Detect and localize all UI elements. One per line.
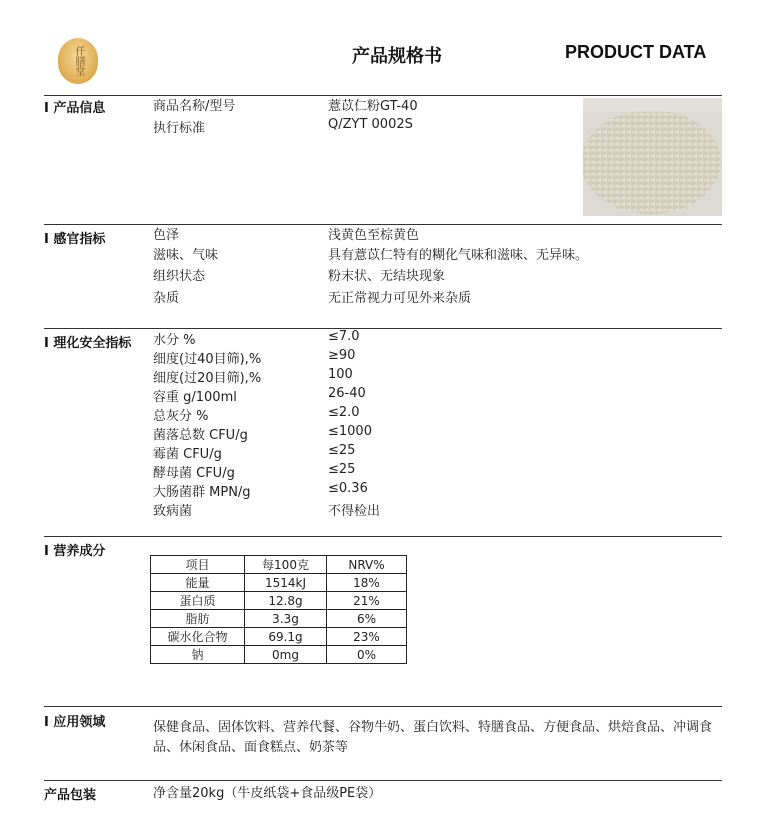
table-cell: 23%	[327, 628, 407, 646]
row-value: 具有薏苡仁特有的糊化气味和滋味、无异味。	[328, 248, 589, 263]
nutrition-table	[150, 555, 407, 664]
packaging-text: 净含量20kg（牛皮纸袋+食品级PE袋）	[153, 786, 382, 801]
row-label: 组织状态	[153, 269, 206, 284]
row-label: 霉菌 CFU/g	[153, 447, 222, 462]
table-row	[151, 646, 407, 664]
row-value: 26-40	[328, 386, 366, 401]
brand-logo	[58, 38, 98, 84]
section-label-product-info: I 产品信息	[44, 101, 106, 116]
table-row	[151, 628, 407, 646]
row-value: ≥90	[328, 348, 356, 363]
table-cell: 21%	[327, 592, 407, 610]
row-label: 水分 %	[153, 333, 196, 348]
row-label: 致病菌	[153, 504, 193, 519]
row-label: 细度(过20目筛),%	[153, 371, 262, 386]
table-cell: 钠	[151, 646, 245, 664]
table-header: 每100克	[245, 556, 327, 574]
row-label: 菌落总数 CFU/g	[153, 428, 248, 443]
logo-text: 仟膳堂	[73, 46, 84, 76]
table-cell: 0mg	[245, 646, 327, 664]
table-row	[151, 574, 407, 592]
row-value: ≤7.0	[328, 329, 360, 344]
row-value: 浅黄色至棕黄色	[328, 228, 420, 243]
row-value: ≤25	[328, 443, 356, 458]
table-cell: 0%	[327, 646, 407, 664]
table-cell: 69.1g	[245, 628, 327, 646]
section-label-application: I 应用领域	[44, 715, 106, 730]
section-label-physchem: I 理化安全指标	[44, 336, 132, 351]
table-row	[151, 610, 407, 628]
section-label-nutrition: I 营养成分	[44, 544, 106, 559]
table-header: 项目	[151, 556, 245, 574]
application-text: 保健食品、固体饮料、营养代餐、谷物牛奶、蛋白饮料、特膳食品、方便食品、烘焙食品、冲调食品、休闲食品、面食糕点、奶茶等	[153, 720, 713, 755]
table-header-row	[151, 556, 407, 574]
table-cell: 1514kJ	[245, 574, 327, 592]
powder-image	[583, 98, 722, 216]
table-cell: 脂肪	[151, 610, 245, 628]
row-label: 色泽	[153, 228, 180, 243]
row-value: 薏苡仁粉GT-40	[328, 99, 418, 114]
table-cell: 18%	[327, 574, 407, 592]
table-cell: 能量	[151, 574, 245, 592]
section-label-sensory: I 感官指标	[44, 232, 106, 247]
section-divider	[44, 536, 722, 537]
row-label: 大肠菌群 MPN/g	[153, 485, 251, 500]
row-value: 无正常视力可见外来杂质	[328, 291, 472, 306]
table-cell: 12.8g	[245, 592, 327, 610]
row-label: 杂质	[153, 291, 180, 306]
section-divider	[44, 780, 722, 781]
row-value: ≤25	[328, 462, 356, 477]
row-label: 商品名称/型号	[153, 99, 236, 114]
section-divider	[44, 328, 722, 329]
row-label: 细度(过40目筛),%	[153, 352, 262, 367]
row-value: 粉末状、无结块现象	[328, 269, 446, 284]
table-row	[151, 592, 407, 610]
row-value: ≤1000	[328, 424, 372, 439]
table-cell: 6%	[327, 610, 407, 628]
row-value: Q/ZYT 0002S	[328, 117, 413, 132]
document-title-cn: 产品规格书	[352, 46, 442, 67]
table-header: NRV%	[327, 556, 407, 574]
section-label-packaging: 产品包装	[44, 788, 97, 803]
table-cell: 3.3g	[245, 610, 327, 628]
row-value: ≤0.36	[328, 481, 368, 496]
product-photo	[583, 98, 722, 216]
row-value: ≤2.0	[328, 405, 360, 420]
row-label: 酵母菌 CFU/g	[153, 466, 235, 481]
table-cell: 蛋白质	[151, 592, 245, 610]
document-title-en: PRODUCT DATA	[565, 42, 707, 62]
row-label: 总灰分 %	[153, 409, 209, 424]
row-label: 容重 g/100ml	[153, 390, 237, 405]
table-cell: 碳水化合物	[151, 628, 245, 646]
row-label: 执行标准	[153, 121, 206, 136]
row-value: 100	[328, 367, 353, 382]
section-divider	[44, 706, 722, 707]
row-value: 不得检出	[328, 504, 381, 519]
row-label: 滋味、气味	[153, 248, 219, 263]
